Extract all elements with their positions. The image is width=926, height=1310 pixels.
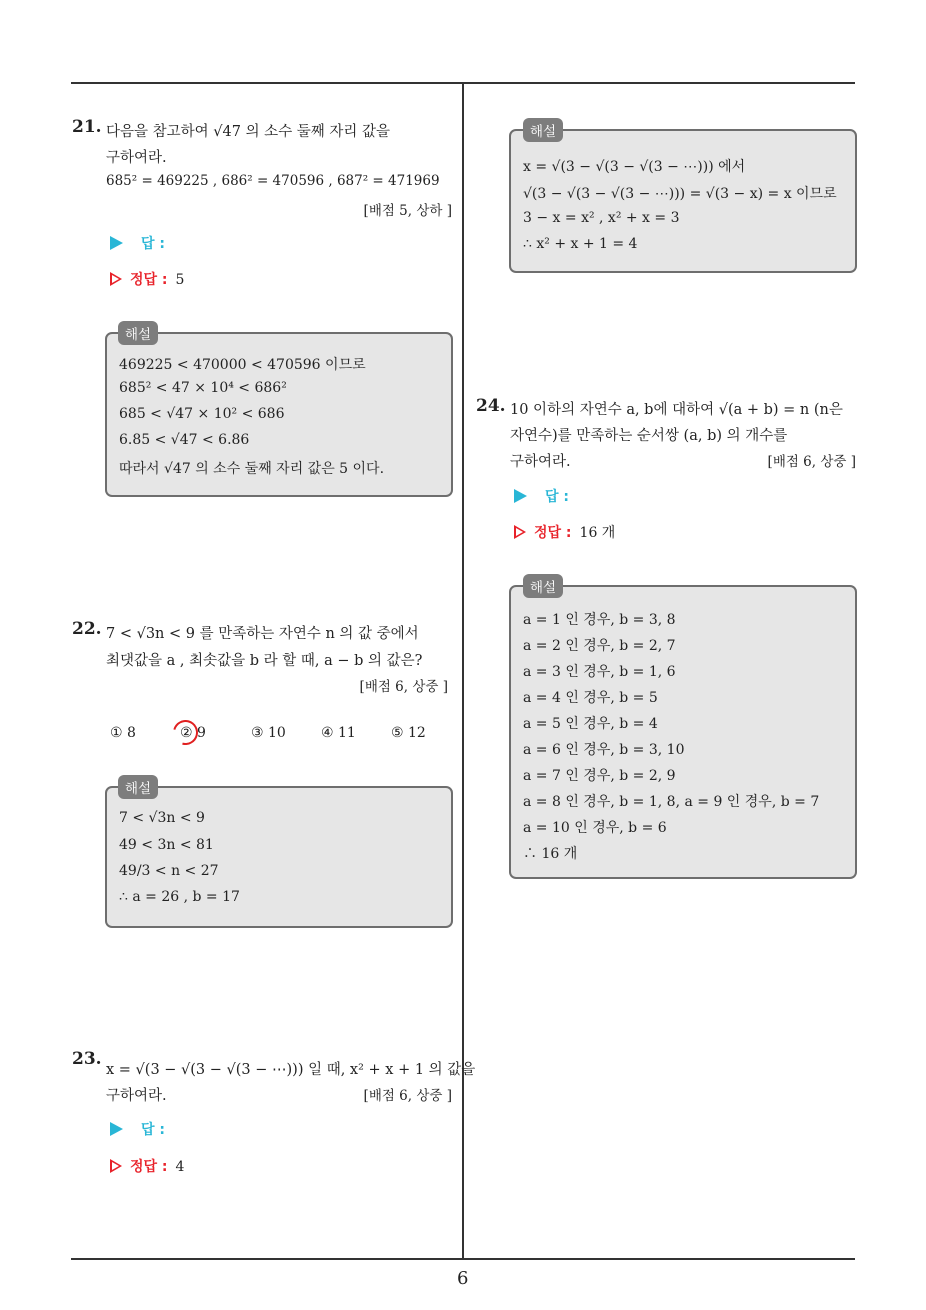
solution-line: a = 6 인 경우, b = 3, 10 — [523, 742, 685, 758]
play-triangle-icon — [514, 489, 527, 503]
correct-label: 정답 : — [130, 272, 168, 288]
bottom-rule — [71, 1258, 855, 1260]
question-number: 24. — [476, 396, 506, 416]
solution-line: a = 5 인 경우, b = 4 — [523, 716, 658, 732]
play-triangle-icon — [110, 236, 123, 250]
column-divider — [462, 82, 464, 1260]
correct-label: 정답 : — [130, 1159, 168, 1175]
correct-label: 정답 : — [534, 525, 572, 541]
question-text: 10 이하의 자연수 a, b에 대하여 √(a + b) = n (n은 — [510, 402, 843, 418]
correct-value: 16 개 — [579, 525, 616, 541]
play-triangle-icon — [110, 1122, 123, 1136]
solution-line: a = 4 인 경우, b = 5 — [523, 690, 658, 706]
solution-line: a = 1 인 경우, b = 3, 8 — [523, 612, 676, 628]
solution-line: 685² < 47 × 10⁴ < 686² — [119, 380, 287, 396]
solution-line: 3 − x = x² , x² + x = 3 — [523, 210, 680, 226]
question-text: 자연수)를 만족하는 순서쌍 (a, b) 의 개수를 — [510, 428, 788, 444]
outline-triangle-icon — [110, 272, 122, 286]
explain-tag: 해설 — [523, 118, 563, 142]
solution-line: x = √(3 − √(3 − √(3 − ⋯))) 에서 — [523, 159, 746, 175]
solution-line: ∴ x² + x + 1 = 4 — [523, 236, 638, 252]
solution-line: 6.85 < √47 < 6.86 — [119, 432, 250, 448]
solution-line: ∴ a = 26 , b = 17 — [119, 889, 240, 905]
question-text: 구하여라. — [106, 1088, 167, 1104]
solution-box — [509, 129, 857, 273]
answer-prompt — [110, 233, 165, 253]
answer-prompt — [110, 1119, 165, 1139]
solution-line: a = 3 인 경우, b = 1, 6 — [523, 664, 676, 680]
solution-line: 469225 < 470000 < 470596 이므로 — [119, 357, 366, 373]
choice-2[interactable]: ② 9 — [180, 725, 206, 741]
answer-prompt — [514, 486, 569, 506]
question-text: 최댓값을 a , 최솟값을 b 라 할 때, a − b 의 값은? — [106, 653, 423, 669]
question-text: x = √(3 − √(3 − √(3 − ⋯))) 일 때, x² + x + 1 의 값을 — [106, 1062, 476, 1078]
solution-line: 49 < 3n < 81 — [119, 837, 214, 853]
points-label: [배점 6, 상중 ] — [767, 454, 856, 470]
page-number: 6 — [457, 1268, 469, 1289]
solution-line: √(3 − √(3 − √(3 − ⋯))) = √(3 − x) = x 이므로 — [523, 186, 837, 202]
question-text: 구하여라. — [510, 454, 571, 470]
solution-line: a = 2 인 경우, b = 2, 7 — [523, 638, 676, 654]
solution-line: a = 7 인 경우, b = 2, 9 — [523, 768, 676, 784]
choice-5[interactable]: ⑤ 12 — [391, 725, 426, 741]
selected-choice-mark — [168, 715, 202, 749]
question-number: 22. — [72, 619, 102, 639]
solution-box — [105, 332, 453, 497]
solution-line: 7 < √3n < 9 — [119, 810, 205, 826]
solution-box — [509, 585, 857, 879]
choice-1[interactable]: ① 8 — [110, 725, 136, 741]
question-text: 다음을 참고하여 √47 의 소수 둘째 자리 값을 — [106, 124, 391, 140]
solution-line: 685 < √47 × 10² < 686 — [119, 406, 285, 422]
solution-line: 49/3 < n < 27 — [119, 863, 219, 879]
question-number: 21. — [72, 117, 102, 137]
explain-tag: 해설 — [523, 574, 563, 598]
choice-4[interactable]: ④ 11 — [321, 725, 356, 741]
correct-value: 5 — [175, 272, 185, 288]
choice-3[interactable]: ③ 10 — [251, 725, 286, 741]
points-label: [배점 5, 상하 ] — [363, 203, 452, 219]
answer-label: 답 : — [545, 489, 569, 505]
correct-answer — [110, 1156, 184, 1176]
correct-value: 4 — [175, 1159, 185, 1175]
explain-tag: 해설 — [118, 775, 158, 799]
solution-line: ∴ 16 개 — [523, 846, 578, 862]
question-text: 구하여라. — [106, 150, 167, 166]
solution-box — [105, 786, 453, 928]
answer-label: 답 : — [141, 236, 165, 252]
question-number: 23. — [72, 1049, 102, 1069]
solution-line: 따라서 √47 의 소수 둘째 자리 값은 5 이다. — [119, 461, 385, 477]
outline-triangle-icon — [110, 1159, 122, 1173]
points-label: [배점 6, 상중 ] — [359, 679, 448, 695]
question-text: 7 < √3n < 9 를 만족하는 자연수 n 의 값 중에서 — [106, 626, 419, 642]
solution-line: a = 10 인 경우, b = 6 — [523, 820, 667, 836]
outline-triangle-icon — [514, 525, 526, 539]
solution-line: a = 8 인 경우, b = 1, 8, a = 9 인 경우, b = 7 — [523, 794, 820, 810]
correct-answer — [110, 269, 184, 289]
reference-equations: 685² = 469225 , 686² = 470596 , 687² = 471969 — [106, 173, 440, 189]
answer-label: 답 : — [141, 1122, 165, 1138]
explain-tag: 해설 — [118, 321, 158, 345]
correct-answer — [514, 522, 615, 542]
points-label: [배점 6, 상중 ] — [363, 1088, 452, 1104]
